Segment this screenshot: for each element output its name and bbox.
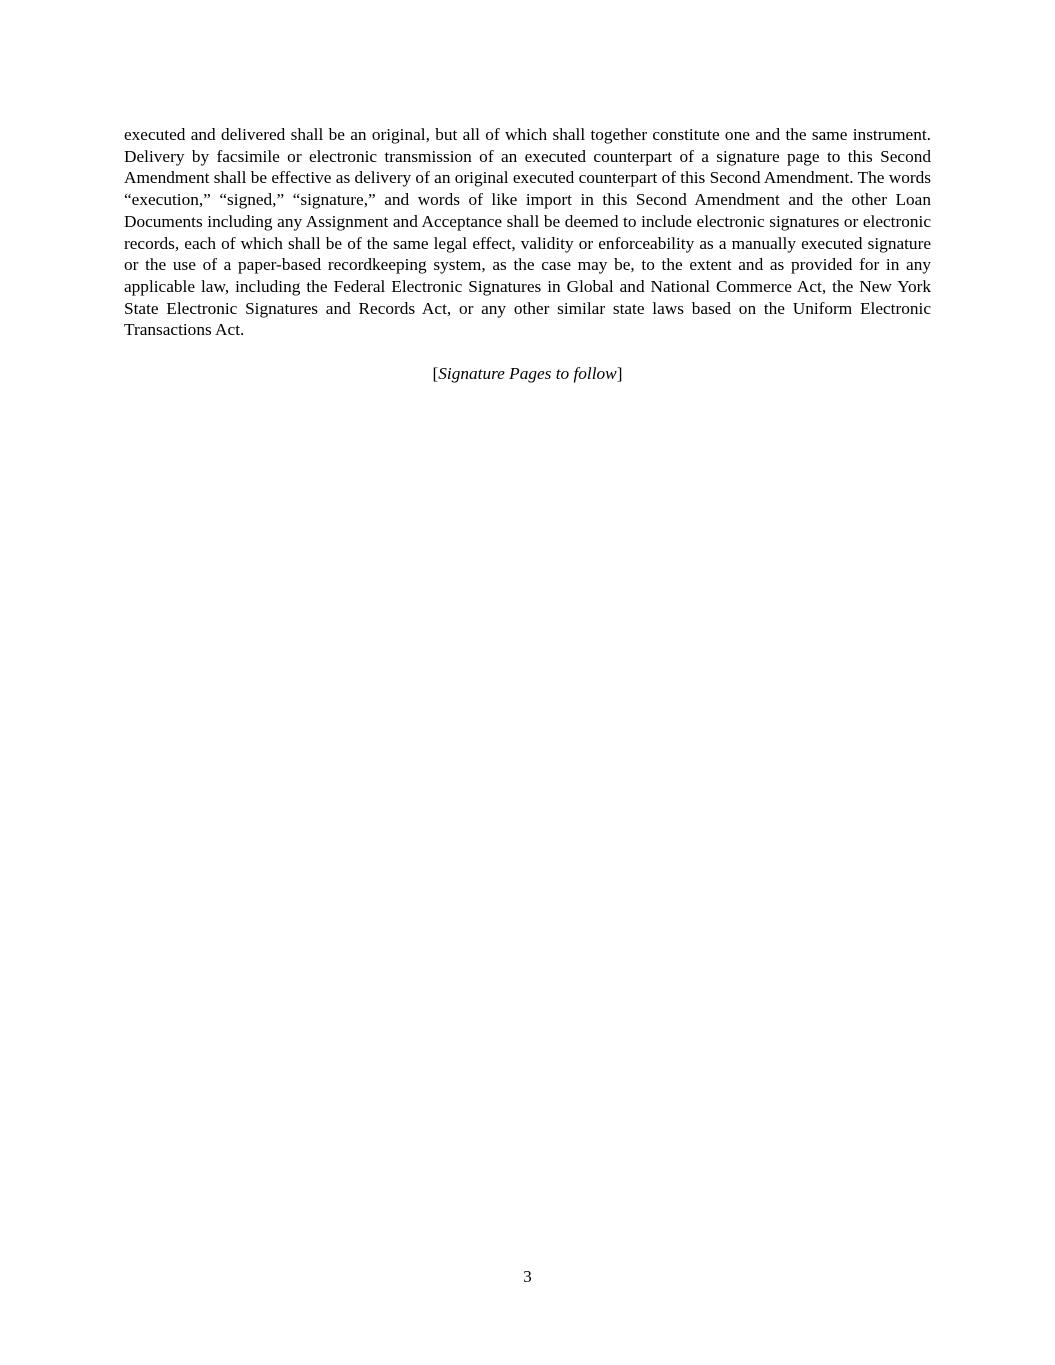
body-paragraph: executed and delivered shall be an original, but all of which shall together constitute one and the same instrument. Delivery by facsimile or electronic transmission of an executed counterpart of a signature page to this Second Amendment shall be effective as delivery of an original executed counterpart of this Second Amendment. The words “execution,” “signed,” “signature,” and words of like import in this Second Amendment and the other Loan Documents including any Assignment and Acceptance shall be deemed to include electronic signatures or electronic records, each of which shall be of the same legal effect, validity or enforceability as a manually executed signature or the use of a paper-based recordkeeping system, as the case may be, to the extent and as provided for in any applicable law, including the Federal Electronic Signatures in Global and National Commerce Act, the New York State Electronic Signatures and Records Act, or any other similar state laws based on the Uniform Electronic Transactions Act. (124, 125, 932, 340)
page-number: 3 (523, 1267, 532, 1286)
open-bracket: [ (432, 364, 439, 383)
signature-pages-text: Signature Pages to follow (438, 364, 617, 383)
signature-pages-note (124, 363, 931, 385)
close-bracket: ] (616, 364, 623, 383)
